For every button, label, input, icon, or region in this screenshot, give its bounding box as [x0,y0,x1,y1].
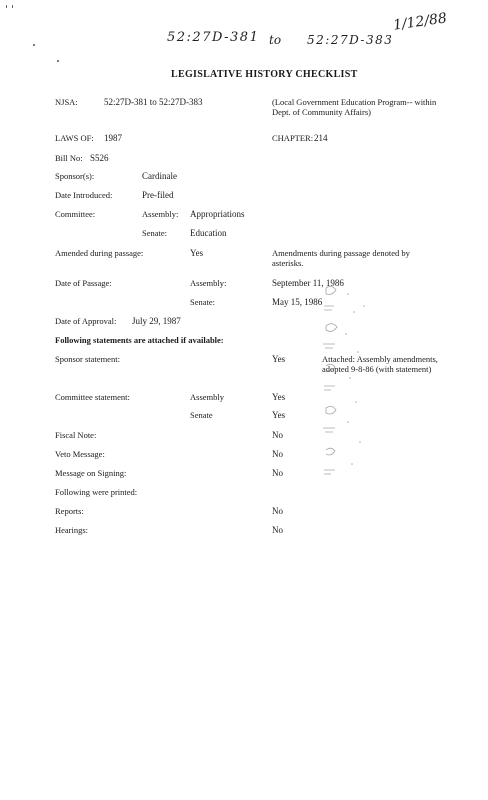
fiscal-note-value: No [272,430,283,440]
following-attached-heading: Following statements are attached if available: [55,335,224,345]
sponsors-label: Sponsor(s): [55,171,95,181]
bill-no-value: S526 [90,153,109,163]
committee-statement-senate-label: Senate [190,410,213,420]
committee-label: Committee: [55,209,96,219]
committee-assembly-label: Assembly: [142,209,179,219]
committee-statement-senate-value: Yes [272,410,286,420]
bill-no-label: Bill No: [55,153,83,163]
date-of-approval-label: Date of Approval: [55,316,117,326]
handwritten-range-start: 52:27D-381 [167,30,260,45]
njsa-label: NJSA: [55,97,78,107]
chapter-label: CHAPTER: [272,133,314,143]
committee-statement-label: Committee statement: [55,392,130,402]
date-of-passage-label: Date of Passage: [55,278,112,288]
sponsor-statement-value: Yes [272,354,286,364]
sponsor-statement-note: Attached: Assembly amendments, adopted 9-8-86 (with statement) [322,354,438,374]
scan-mark [12,5,13,8]
reports-value: No [272,506,283,516]
scan-mark [33,44,35,46]
passage-senate-value: May 15, 1986 [272,297,323,307]
passage-senate-label: Senate: [190,297,216,307]
following-printed-heading: Following were printed: [55,487,138,497]
page-title: LEGISLATIVE HISTORY CHECKLIST [171,69,358,80]
amended-value: Yes [190,248,204,258]
date-of-approval-value: July 29, 1987 [132,316,181,326]
handwritten-range-end: 52:27D-383 [307,33,394,47]
laws-of-value: 1987 [104,133,122,143]
committee-statement-assembly-label: Assembly [190,392,224,402]
passage-assembly-value: September 11, 1986 [272,278,344,288]
laws-of-label: LAWS OF: [55,133,94,143]
sponsors-value: Cardinale [142,171,177,181]
sponsor-statement-label: Sponsor statement: [55,354,120,364]
passage-assembly-label: Assembly: [190,278,227,288]
message-on-signing-label: Message on Signing: [55,468,127,478]
hearings-value: No [272,525,283,535]
handwritten-to: to [269,33,282,47]
veto-message-label: Veto Message: [55,449,105,459]
stamp-bleed-marks [318,282,378,492]
veto-message-value: No [272,449,283,459]
fiscal-note-label: Fiscal Note: [55,430,97,440]
njsa-description: (Local Government Education Program-- within Dept. of Community Affairs) [272,97,437,117]
amended-label: Amended during passage: [55,248,144,258]
njsa-value: 52:27D-381 to 52:27D-383 [104,97,203,107]
date-introduced-label: Date Introduced: [55,190,113,200]
date-introduced-value: Pre-filed [142,190,174,200]
committee-senate-label: Senate: [142,228,168,238]
amended-note: Amendments during passage denoted by asterisks. [272,248,410,268]
handwritten-date: 1/12/88 [392,10,448,34]
scan-mark [57,60,59,62]
committee-senate-value: Education [190,228,227,238]
scan-mark [6,5,7,8]
committee-assembly-value: Appropriations [190,209,245,219]
committee-statement-assembly-value: Yes [272,392,286,402]
chapter-value: 214 [314,133,328,143]
hearings-label: Hearings: [55,525,89,535]
reports-label: Reports: [55,506,84,516]
message-on-signing-value: No [272,468,283,478]
